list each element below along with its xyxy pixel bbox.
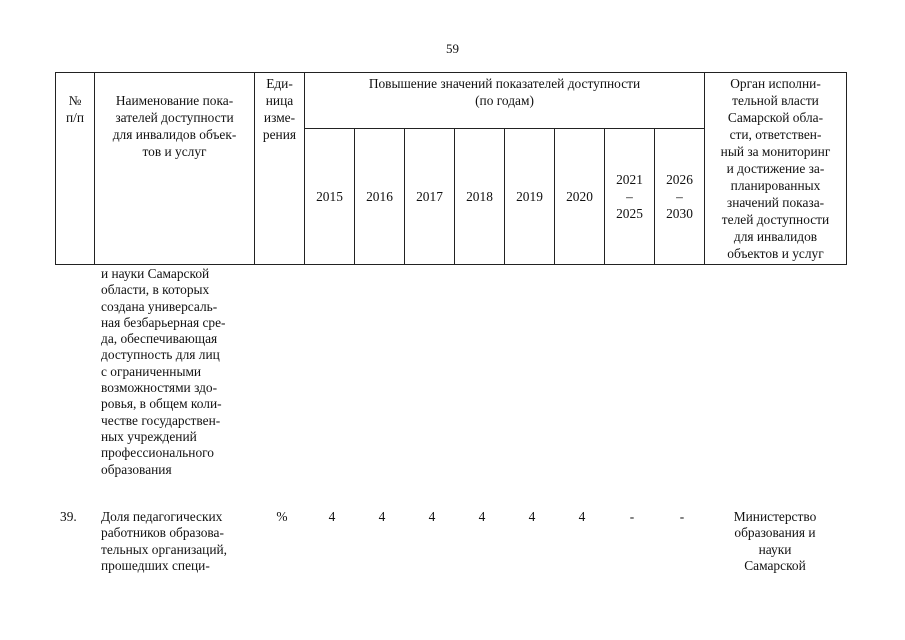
year-value: 4 [428, 509, 436, 524]
year-header: 2017 [405, 129, 455, 265]
year-header: 2019 [505, 129, 555, 265]
indicator-name: Доля педагогических работников образова- тельных организаций, прошедших специ- [101, 509, 228, 573]
column-header-increase-by-years: Повышение значений показателей доступности (по годам) [305, 73, 705, 129]
year-header: 2018 [455, 129, 505, 265]
column-header-unit: Еди- ница изме- рения [255, 73, 305, 265]
column-header-responsible-organ: Орган исполни- тельной власти Самарской обла- сти, ответствен- ный за мониторинг и достижение за- планированных значений показа- телей доступности для инвалидов объектов и услуг [705, 73, 847, 265]
year-value: 4 [528, 509, 536, 524]
year-value: - [679, 509, 685, 524]
year-header: 2016 [355, 129, 405, 265]
year-value: 4 [378, 509, 386, 524]
column-header-number: № п/п [56, 73, 95, 265]
page-number: 59 [446, 41, 459, 56]
year-value: 4 [578, 509, 586, 524]
year-value: 4 [478, 509, 486, 524]
row-number: 39. [60, 509, 77, 524]
year-header: 2020 [555, 129, 605, 265]
responsible-organ: Министерство образования и науки Самарской [733, 509, 817, 573]
year-header: 2015 [305, 129, 355, 265]
indicator-table-header [55, 72, 847, 265]
column-header-indicator-name: Наименование пока- зателей доступности для инвалидов объек- тов и услуг [95, 73, 255, 265]
unit-value: % [276, 509, 288, 524]
year-value: - [629, 509, 635, 524]
year-value: 4 [328, 509, 336, 524]
year-header: 2026 – 2030 [655, 129, 705, 265]
year-header: 2021 – 2025 [605, 129, 655, 265]
continued-indicator-text: и науки Самарской области, в которых создана универсаль- ная безбарьерная сре- да, обеспечивающая доступность для лиц с ограниченными возможностями здо- ровья, в общем коли- честве государствен- ных учреждений профессионального образования [101, 266, 226, 477]
